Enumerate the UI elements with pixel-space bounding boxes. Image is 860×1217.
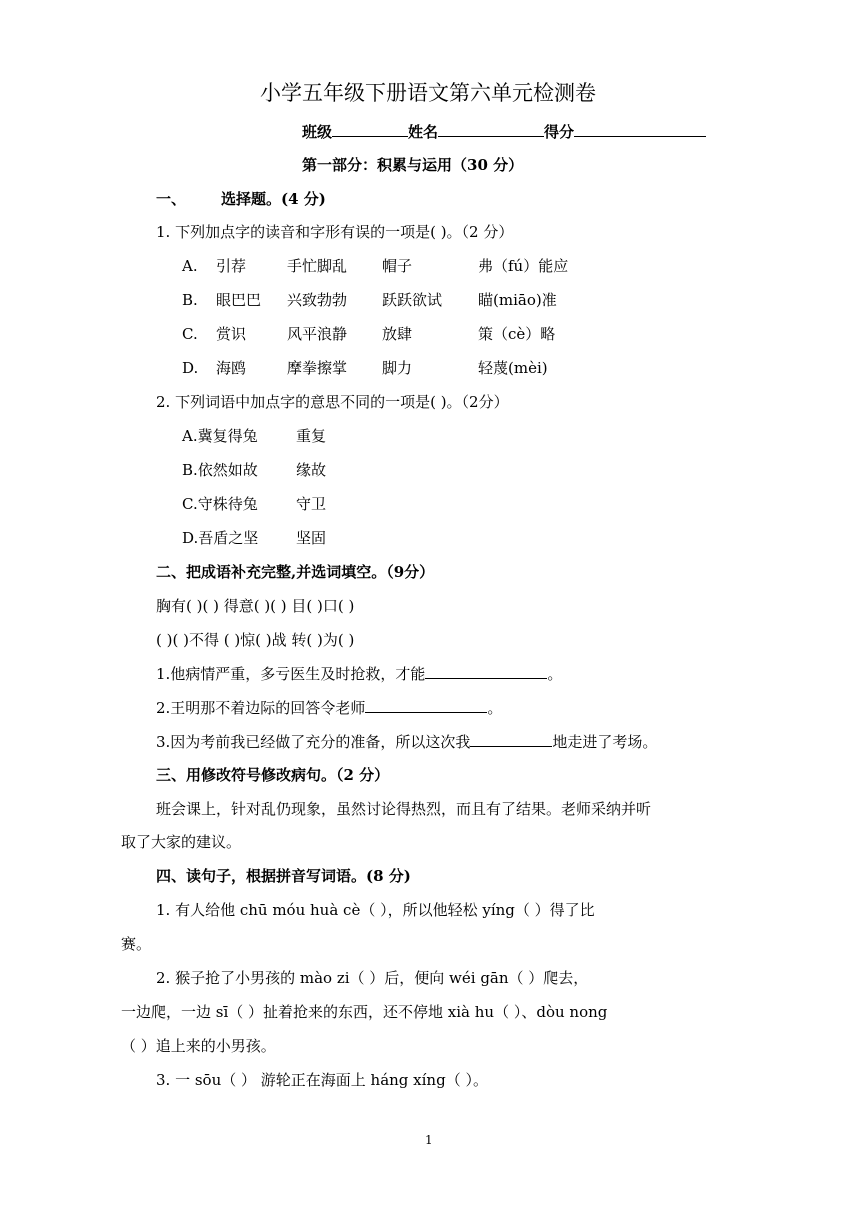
name-label: 姓名 [408,123,439,141]
option-word: 兴致勃勃 [287,291,348,309]
option-word: 策（cè）略 [478,325,556,343]
option-word: 脚力 [382,359,413,377]
sentence-text: 2.王明那不着边际的回答令老师 [156,699,366,717]
option-word: 跃跃欲试 [382,291,443,309]
option-word: 帽子 [382,257,413,275]
option-word: 引荐 [216,257,247,275]
score-label: 得分 [544,123,575,141]
option-word: 重复 [296,427,327,445]
option-word: 弗（fú）能应 [478,257,569,275]
section2-title: 二、把成语补充完整,并选词填空。（9分） [156,563,435,581]
name-blank[interactable] [438,121,544,137]
answer-blank[interactable] [425,663,547,679]
pinyin-q2-line1: 2. 猴子抢了小男孩的 mào zi（ ）后，便向 wéi gān（ ）爬去， [156,969,589,987]
fill-sentence-2 [156,697,502,718]
option-word: 瞄(miāo)准 [478,291,557,309]
option-label: B. [182,291,198,309]
score-blank[interactable] [574,121,706,137]
page-number: 1 [425,1133,433,1147]
sentence-end: 。 [547,665,563,683]
page-title: 小学五年级下册语文第六单元检测卷 [260,81,596,105]
option-word: 海鸥 [216,359,247,377]
option-text: B.依然如故 [182,461,258,479]
answer-blank[interactable] [365,697,487,713]
sick-sentence-line1: 班会课上，针对乱仍现象，虽然讨论得热烈，而且有了结果。老师采纳并听 [156,800,652,818]
option-word: 轻蔑(mèi) [478,359,548,377]
option-word: 赏识 [216,325,247,343]
sentence-end: 。 [487,699,503,717]
option-label: C. [182,325,198,343]
student-info-line [302,121,706,142]
class-label: 班级 [302,123,333,141]
option-word: 守卫 [296,495,327,513]
pinyin-q2-line2: 一边爬，一边 sī（ ）扯着抢来的东西，还不停地 xià hu（ ）、dòu nong [121,1003,608,1021]
fill-sentence-1 [156,663,562,684]
part1-title: 第一部分：积累与运用（30 分） [302,156,524,174]
option-text: D.吾盾之坚 [182,529,259,547]
q2-stem: 2. 下列词语中加点字的意思不同的一项是( )。（2分） [156,393,509,411]
option-word: 眼巴巴 [216,291,262,309]
idiom-row-1: 胸有( )( ) 得意( )( ) 目( )口( ) [156,597,355,615]
class-blank[interactable] [332,121,408,137]
pinyin-q1-line2: 赛。 [121,935,152,953]
option-word: 坚固 [296,529,327,547]
sentence-text: 1.他病情严重，多亏医生及时抢救，才能 [156,665,426,683]
option-word: 放肆 [382,325,413,343]
answer-blank[interactable] [470,731,552,747]
sentence-text: 3.因为考前我已经做了充分的准备，所以这次我 [156,733,471,751]
option-word: 手忙脚乱 [287,257,348,275]
option-label: D. [182,359,199,377]
section4-title: 四、读句子，根据拼音写词语。(8 分) [156,867,411,885]
option-text: A.冀复得兔 [182,427,258,445]
section1-title: 选择题。(4 分) [221,190,326,208]
pinyin-q2-line3: （ ）追上来的小男孩。 [121,1037,276,1055]
sick-sentence-line2: 取了大家的建议。 [121,833,242,851]
section1-number: 一、 [156,190,187,208]
pinyin-q1-line1: 1. 有人给他 chū móu huà cè（ ），所以他轻松 yíng（ ）得了比 [156,901,595,919]
fill-sentence-3 [156,731,657,752]
option-word: 风平浪静 [287,325,348,343]
option-text: C.守株待兔 [182,495,258,513]
section3-title: 三、用修改符号修改病句。（2 分） [156,766,390,784]
option-word: 缘故 [296,461,327,479]
option-word: 摩拳擦掌 [287,359,348,377]
pinyin-q3-line1: 3. 一 sōu（ ） 游轮正在海面上 háng xíng（ ）。 [156,1071,488,1089]
sentence-end: 地走进了考场。 [552,733,658,751]
q1-stem: 1. 下列加点字的读音和字形有误的一项是( )。（2 分） [156,223,514,241]
idiom-row-2: ( )( )不得 ( )惊( )战 转( )为( ) [156,631,355,649]
option-label: A. [182,257,198,275]
